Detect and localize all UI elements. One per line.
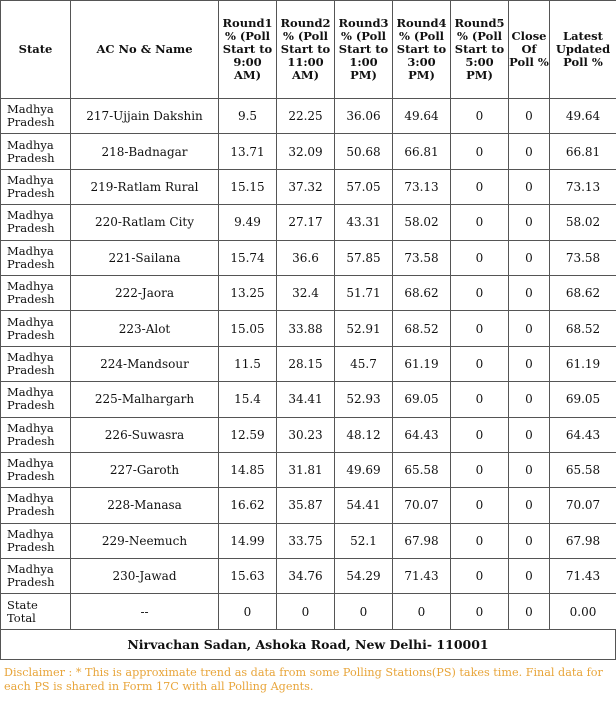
round2-cell: 33.75: [277, 523, 335, 558]
ac-name-cell: 228-Manasa: [71, 488, 219, 523]
round5-cell: 0: [451, 382, 509, 417]
latest-poll-cell: 65.58: [550, 452, 616, 487]
ac-name-cell: 220-Ratlam City: [71, 205, 219, 240]
round5-cell: 0: [451, 311, 509, 346]
state-cell: Madhya Pradesh: [1, 311, 71, 346]
state-cell: Madhya Pradesh: [1, 275, 71, 310]
round1-cell: 13.71: [219, 134, 277, 169]
round5-cell: 0: [451, 417, 509, 452]
round2-cell: 22.25: [277, 99, 335, 134]
round4-cell: 58.02: [393, 205, 451, 240]
round2-cell: 34.41: [277, 382, 335, 417]
round3-cell: 52.1: [335, 523, 393, 558]
disclaimer-text: Disclaimer : * This is approximate trend as data from some Polling Stations(PS) takes time. Final data for each PS is shared in Form 17C with all Polling Agents.: [4, 665, 603, 693]
round3-cell: 54.41: [335, 488, 393, 523]
round4-cell: 69.05: [393, 382, 451, 417]
round1-cell: 0: [219, 594, 277, 629]
round2-cell: 27.17: [277, 205, 335, 240]
round3-cell: 57.85: [335, 240, 393, 275]
latest-poll-cell: 67.98: [550, 523, 616, 558]
table-row: [1, 417, 616, 452]
round1-cell: 15.63: [219, 559, 277, 594]
close-of-poll-cell: 0: [509, 99, 550, 134]
round5-cell: 0: [451, 559, 509, 594]
latest-poll-cell: 66.81: [550, 134, 616, 169]
close-of-poll-cell: 0: [509, 134, 550, 169]
round2-cell: 37.32: [277, 169, 335, 204]
state-cell: State Total: [1, 594, 71, 629]
latest-poll-cell: 70.07: [550, 488, 616, 523]
round2-cell: 35.87: [277, 488, 335, 523]
round4-cell: 73.13: [393, 169, 451, 204]
close-of-poll-cell: 0: [509, 205, 550, 240]
round1-cell: 13.25: [219, 275, 277, 310]
round3-cell: 57.05: [335, 169, 393, 204]
header-latest-updated: Latest Updated Poll %: [550, 1, 616, 99]
latest-poll-cell: 0.00: [550, 594, 616, 629]
table-row: [1, 523, 616, 558]
table-row: [1, 594, 616, 629]
round1-cell: 14.99: [219, 523, 277, 558]
round1-cell: 9.49: [219, 205, 277, 240]
round4-cell: 67.98: [393, 523, 451, 558]
state-cell: Madhya Pradesh: [1, 452, 71, 487]
round4-cell: 71.43: [393, 559, 451, 594]
round3-cell: 52.93: [335, 382, 393, 417]
header-round2: Round2 % (Poll Start to 11:00 AM): [277, 1, 335, 99]
round4-cell: 68.52: [393, 311, 451, 346]
round1-cell: 15.4: [219, 382, 277, 417]
round4-cell: 66.81: [393, 134, 451, 169]
close-of-poll-cell: 0: [509, 311, 550, 346]
latest-poll-cell: 58.02: [550, 205, 616, 240]
close-of-poll-cell: 0: [509, 417, 550, 452]
latest-poll-cell: 68.62: [550, 275, 616, 310]
round2-cell: 28.15: [277, 346, 335, 381]
round3-cell: 45.7: [335, 346, 393, 381]
round3-cell: 49.69: [335, 452, 393, 487]
round1-cell: 15.05: [219, 311, 277, 346]
state-cell: Madhya Pradesh: [1, 559, 71, 594]
latest-poll-cell: 71.43: [550, 559, 616, 594]
close-of-poll-cell: 0: [509, 382, 550, 417]
state-cell: Madhya Pradesh: [1, 205, 71, 240]
header-round4: Round4 % (Poll Start to 3:00 PM): [393, 1, 451, 99]
header-round1: Round1 % (Poll Start to 9:00 AM): [219, 1, 277, 99]
latest-poll-cell: 73.58: [550, 240, 616, 275]
ac-name-cell: 229-Neemuch: [71, 523, 219, 558]
round5-cell: 0: [451, 134, 509, 169]
close-of-poll-cell: 0: [509, 523, 550, 558]
header-row: [1, 1, 616, 99]
close-of-poll-cell: 0: [509, 346, 550, 381]
state-cell: Madhya Pradesh: [1, 134, 71, 169]
close-of-poll-cell: 0: [509, 275, 550, 310]
ac-name-cell: 217-Ujjain Dakshin: [71, 99, 219, 134]
close-of-poll-cell: 0: [509, 452, 550, 487]
round5-cell: 0: [451, 594, 509, 629]
round3-cell: 52.91: [335, 311, 393, 346]
round1-cell: 15.74: [219, 240, 277, 275]
state-cell: Madhya Pradesh: [1, 488, 71, 523]
round4-cell: 65.58: [393, 452, 451, 487]
round2-cell: 32.4: [277, 275, 335, 310]
round1-cell: 14.85: [219, 452, 277, 487]
latest-poll-cell: 68.52: [550, 311, 616, 346]
close-of-poll-cell: 0: [509, 594, 550, 629]
ac-name-cell: --: [71, 594, 219, 629]
state-cell: Madhya Pradesh: [1, 382, 71, 417]
table-row: [1, 559, 616, 594]
state-cell: Madhya Pradesh: [1, 346, 71, 381]
round3-cell: 36.06: [335, 99, 393, 134]
round4-cell: 64.43: [393, 417, 451, 452]
latest-poll-cell: 73.13: [550, 169, 616, 204]
round1-cell: 15.15: [219, 169, 277, 204]
round4-cell: 68.62: [393, 275, 451, 310]
round3-cell: 0: [335, 594, 393, 629]
latest-poll-cell: 61.19: [550, 346, 616, 381]
round1-cell: 9.5: [219, 99, 277, 134]
ac-name-cell: 230-Jawad: [71, 559, 219, 594]
table-row: [1, 99, 616, 134]
ac-name-cell: 226-Suwasra: [71, 417, 219, 452]
close-of-poll-cell: 0: [509, 240, 550, 275]
round2-cell: 34.76: [277, 559, 335, 594]
round5-cell: 0: [451, 240, 509, 275]
round2-cell: 33.88: [277, 311, 335, 346]
state-cell: Madhya Pradesh: [1, 523, 71, 558]
round2-cell: 0: [277, 594, 335, 629]
header-round5: Round5 % (Poll Start to 5:00 PM): [451, 1, 509, 99]
table-row: [1, 240, 616, 275]
round5-cell: 0: [451, 205, 509, 240]
latest-poll-cell: 49.64: [550, 99, 616, 134]
latest-poll-cell: 64.43: [550, 417, 616, 452]
round3-cell: 48.12: [335, 417, 393, 452]
ac-name-cell: 221-Sailana: [71, 240, 219, 275]
table-row: [1, 452, 616, 487]
round1-cell: 12.59: [219, 417, 277, 452]
round3-cell: 50.68: [335, 134, 393, 169]
ac-name-cell: 222-Jaora: [71, 275, 219, 310]
round5-cell: 0: [451, 169, 509, 204]
ac-name-cell: 218-Badnagar: [71, 134, 219, 169]
state-cell: Madhya Pradesh: [1, 417, 71, 452]
round4-cell: 61.19: [393, 346, 451, 381]
ac-name-cell: 223-Alot: [71, 311, 219, 346]
round4-cell: 70.07: [393, 488, 451, 523]
round3-cell: 51.71: [335, 275, 393, 310]
header-ac-name: AC No & Name: [71, 1, 219, 99]
table-row: [1, 275, 616, 310]
round4-cell: 73.58: [393, 240, 451, 275]
ac-name-cell: 225-Malhargarh: [71, 382, 219, 417]
ac-name-cell: 227-Garoth: [71, 452, 219, 487]
round5-cell: 0: [451, 488, 509, 523]
round2-cell: 31.81: [277, 452, 335, 487]
round3-cell: 43.31: [335, 205, 393, 240]
round1-cell: 11.5: [219, 346, 277, 381]
round4-cell: 0: [393, 594, 451, 629]
state-cell: Madhya Pradesh: [1, 99, 71, 134]
round5-cell: 0: [451, 346, 509, 381]
round1-cell: 16.62: [219, 488, 277, 523]
footer-address: Nirvachan Sadan, Ashoka Road, New Delhi- 110001: [0, 630, 616, 660]
latest-poll-cell: 69.05: [550, 382, 616, 417]
table-row: [1, 382, 616, 417]
round4-cell: 49.64: [393, 99, 451, 134]
round5-cell: 0: [451, 523, 509, 558]
round2-cell: 32.09: [277, 134, 335, 169]
state-cell: Madhya Pradesh: [1, 240, 71, 275]
close-of-poll-cell: 0: [509, 559, 550, 594]
table-row: [1, 311, 616, 346]
ac-name-cell: 219-Ratlam Rural: [71, 169, 219, 204]
table-row: [1, 205, 616, 240]
round5-cell: 0: [451, 452, 509, 487]
close-of-poll-cell: 0: [509, 169, 550, 204]
header-state: State: [1, 1, 71, 99]
ac-name-cell: 224-Mandsour: [71, 346, 219, 381]
table-body: [1, 99, 616, 630]
table-header: [1, 1, 616, 99]
close-of-poll-cell: 0: [509, 488, 550, 523]
table-row: [1, 346, 616, 381]
table-row: [1, 169, 616, 204]
table-row: [1, 488, 616, 523]
round3-cell: 54.29: [335, 559, 393, 594]
state-cell: Madhya Pradesh: [1, 169, 71, 204]
table-row: [1, 134, 616, 169]
round5-cell: 0: [451, 275, 509, 310]
header-close-of-poll: Close Of Poll %: [509, 1, 550, 99]
round5-cell: 0: [451, 99, 509, 134]
round2-cell: 30.23: [277, 417, 335, 452]
header-round3: Round3 % (Poll Start to 1:00 PM): [335, 1, 393, 99]
round2-cell: 36.6: [277, 240, 335, 275]
